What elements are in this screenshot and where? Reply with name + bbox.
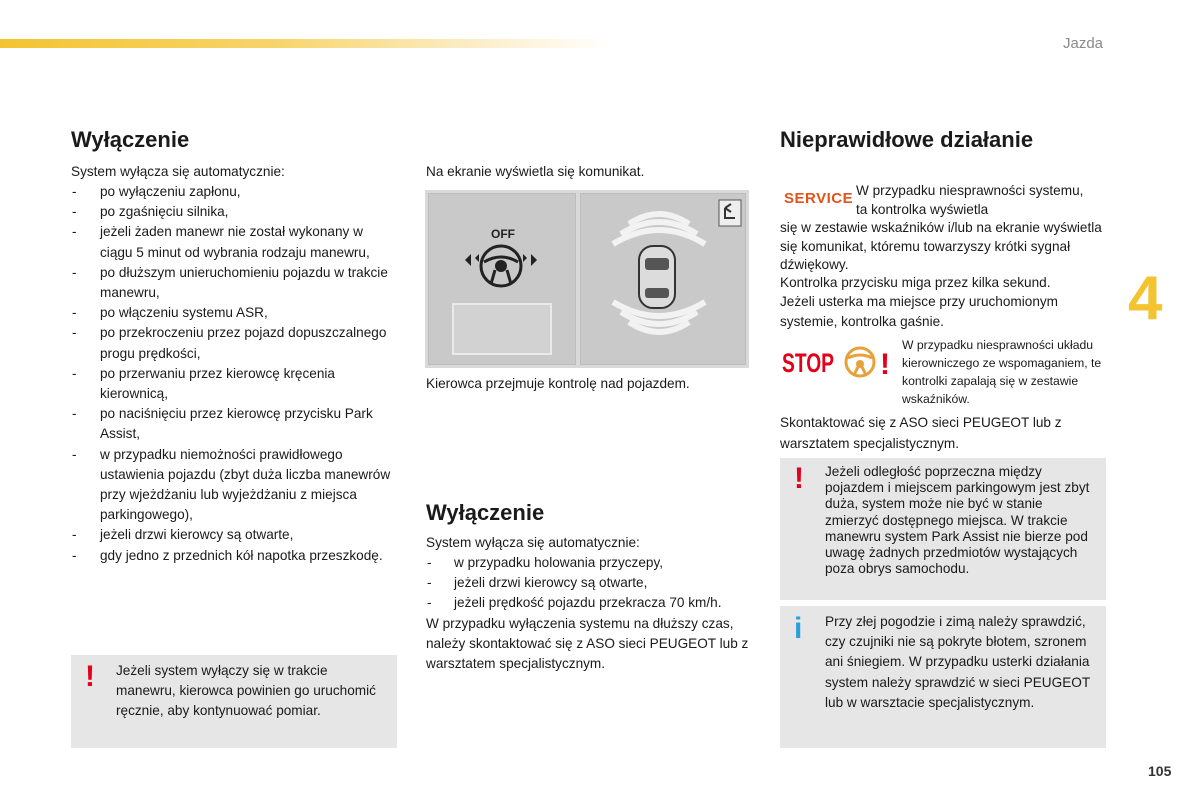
service-text-4: Jeżeli usterka ma miejsce przy uruchomionym systemie, kontrolka gaśnie. bbox=[780, 294, 1059, 329]
col1-intro: System wyłącza się automatycznie: bbox=[71, 164, 285, 179]
stop-and-steering-icons bbox=[782, 342, 894, 382]
park-assist-screen bbox=[425, 190, 749, 368]
stop-indicators bbox=[782, 342, 894, 387]
list-item: - po przerwaniu przez kierowcę kręcenia kierownicą, bbox=[71, 364, 391, 404]
list-item: - po naciśnięciu przez kierowcę przycisku Park Assist, bbox=[71, 404, 391, 444]
col2-outro: W przypadku wyłączenia systemu na dłuższy czas, należy skontaktować się z ASO sieci PEUGEOT lub z warsztatem specjalistycznym. bbox=[426, 616, 749, 672]
col3-warning-text: Jeżeli odległość poprzeczna między pojazdem i miejscem parkingowym jest zbyt duża, system może nie być w stanie zmierzyć dostępnego miejsca. W trakcie manewru system Park Assist nie bierze pod uwagę żadnych przedmiotów wystających poza obrys samochodu. bbox=[825, 464, 1090, 577]
stop-text: W przypadku niesprawności układu kierowniczego ze wspomaganiem, te kontrolki zapalają się w zestawie wskaźników. bbox=[902, 338, 1102, 406]
steering-warning-icon bbox=[846, 348, 874, 376]
list-item: - po zgaśnięciu silnika, bbox=[71, 202, 391, 222]
list-item: - po wyłączeniu zapłonu, bbox=[71, 182, 391, 202]
chapter-number: 4 bbox=[1128, 264, 1163, 333]
col2-list bbox=[426, 553, 756, 614]
list-item: - po włączeniu systemu ASR, bbox=[71, 303, 391, 323]
list-item: - jeżeli drzwi kierowcy są otwarte, bbox=[71, 525, 391, 545]
col3-title: Nieprawidłowe działanie bbox=[780, 127, 1034, 152]
list-item: - w przypadku niemożności prawidłowego ustawienia pojazdu (zbyt duża liczba manewrów przy wjeżdżaniu lub wyjeżdżaniu z miejsca parkingowego), bbox=[71, 445, 391, 526]
exclamation-icon: ! bbox=[85, 660, 95, 693]
list-item: - jeżeli żaden manewr nie został wykonany w ciągu 5 minut od wybrania rodzaju manewru, bbox=[71, 222, 391, 262]
list-item: - po dłuższym unieruchomieniu pojazdu w trakcie manewru, bbox=[71, 263, 391, 303]
service-text-3: Kontrolka przycisku miga przez kilka sekund. bbox=[780, 275, 1051, 290]
col1-note-text: Jeżeli system wyłączy się w trakcie manewru, kierowca powinien go uruchomić ręcznie, aby kontynuować pomiar. bbox=[116, 663, 376, 718]
col1-list bbox=[71, 182, 391, 566]
col3-info-text: Przy złej pogodzie i zimą należy sprawdzić, czy czujniki nie są pokryte błotem, szronem ani śniegiem. W przypadku usterki działania system należy sprawdzić w sieci PEUGEOT lub w warsztacie specjalistycznym. bbox=[825, 614, 1090, 710]
col3-contact: Skontaktować się z ASO sieci PEUGEOT lub z warsztatem specjalistycznym. bbox=[780, 415, 1062, 451]
col1-title: Wyłączenie bbox=[71, 127, 190, 152]
col2-screen-caption: Kierowca przejmuje kontrolę nad pojazdem. bbox=[426, 376, 690, 391]
section-label: Jazda bbox=[1063, 35, 1104, 52]
stop-icon: STOP bbox=[782, 348, 834, 378]
screen-right-panel bbox=[580, 193, 746, 365]
list-item: - jeżeli drzwi kierowcy są otwarte, bbox=[426, 573, 756, 593]
col1-warning-note bbox=[71, 655, 397, 748]
exclamation-icon: ! bbox=[794, 462, 804, 495]
service-icon: SERVICE bbox=[784, 190, 854, 207]
service-text-2: się w zestawie wskaźników i/lub na ekranie wyświetla się komunikat, któremu towarzyszy krótki sygnał dźwiękowy. bbox=[780, 220, 1102, 272]
col2-intro: System wyłącza się automatycznie: bbox=[426, 535, 640, 550]
list-item: - gdy jedno z przednich kół napotka przeszkodę. bbox=[71, 546, 391, 566]
service-text-1: W przypadku niesprawności systemu, ta kontrolka wyświetla bbox=[856, 183, 1084, 217]
list-item: - jeżeli prędkość pojazdu przekracza 70 km/h. bbox=[426, 593, 756, 613]
screen-off-text: OFF bbox=[491, 227, 515, 241]
header-accent-bar bbox=[0, 39, 610, 48]
steering-wheel-off-icon bbox=[429, 194, 575, 364]
col3-warning-note bbox=[780, 458, 1106, 600]
parking-sensors-icon bbox=[581, 194, 745, 364]
col2-title: Wyłączenie bbox=[426, 500, 545, 525]
col3-info-note bbox=[780, 606, 1106, 748]
list-item: - w przypadku holowania przyczepy, bbox=[426, 553, 756, 573]
page-number: 105 bbox=[1148, 763, 1172, 779]
svg-text:!: ! bbox=[880, 348, 890, 381]
list-item: - po przekroczeniu przez pojazd dopuszczalnego progu prędkości, bbox=[71, 323, 391, 363]
screen-left-panel bbox=[428, 193, 576, 365]
col2-screen-intro: Na ekranie wyświetla się komunikat. bbox=[426, 164, 645, 179]
info-icon: i bbox=[794, 612, 803, 645]
